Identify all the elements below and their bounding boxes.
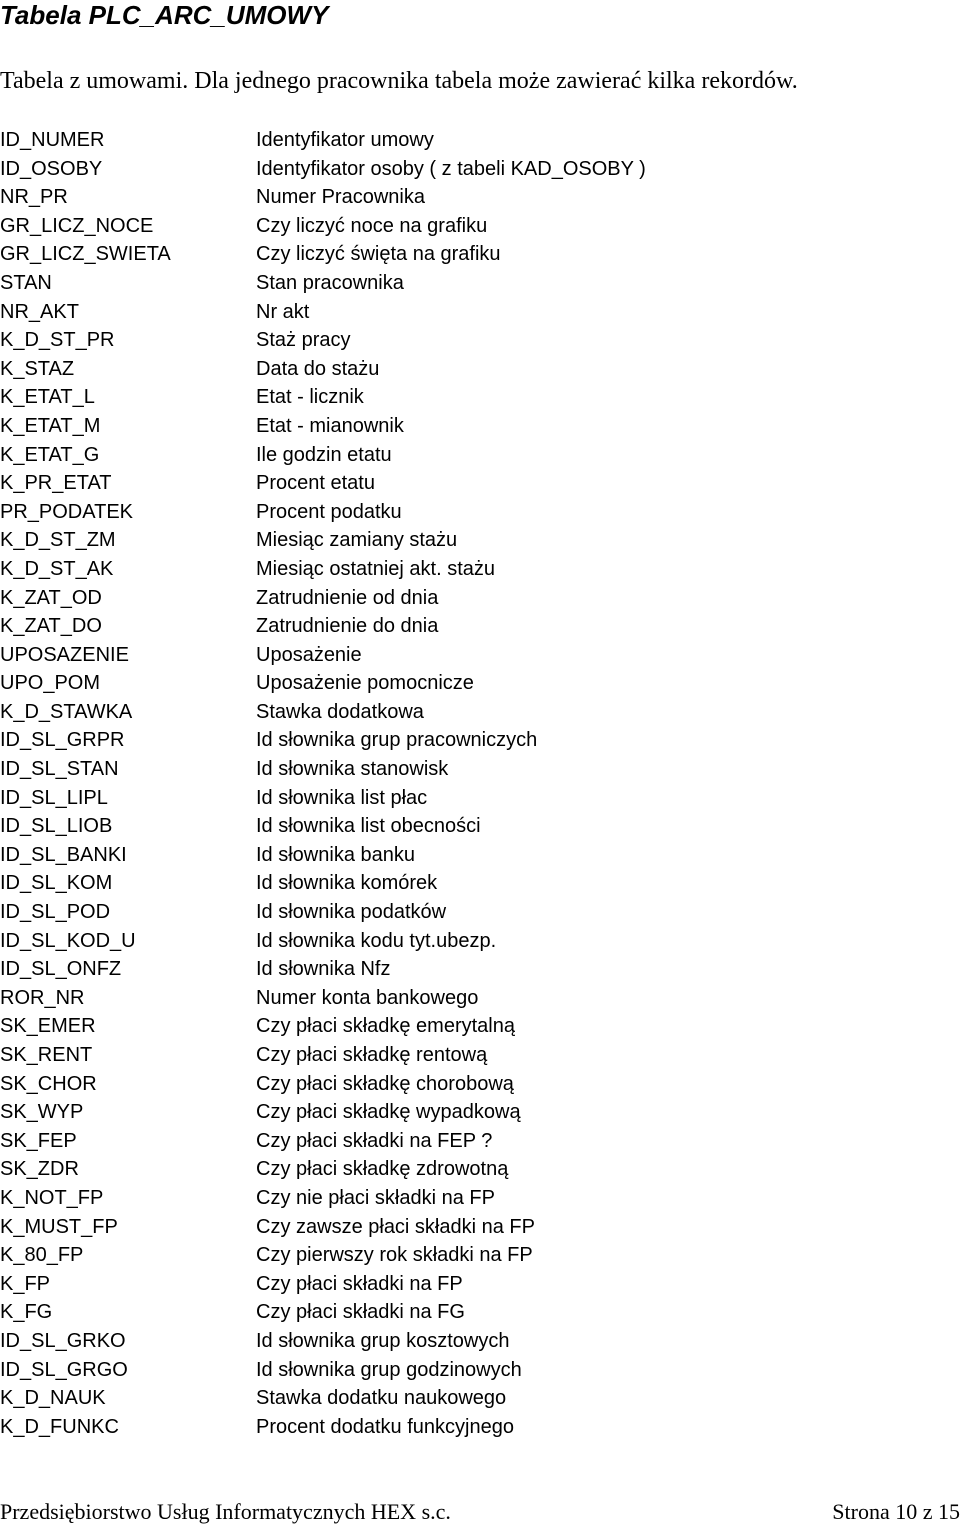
field-description: Nr akt bbox=[256, 300, 310, 323]
field-name: K_PR_ETAT bbox=[0, 472, 112, 495]
field-list bbox=[0, 126, 960, 1441]
field-row bbox=[0, 1127, 960, 1156]
field-name: SK_CHOR bbox=[0, 1072, 97, 1095]
field-row bbox=[0, 1155, 960, 1184]
field-name: NR_AKT bbox=[0, 300, 79, 323]
field-description: Czy pierwszy rok składki na FP bbox=[256, 1244, 533, 1267]
field-name: UPO_POM bbox=[0, 672, 101, 695]
field-row bbox=[0, 869, 960, 898]
field-row bbox=[0, 126, 960, 155]
field-description: Czy nie płaci składki na FP bbox=[256, 1186, 495, 1209]
field-row bbox=[0, 155, 960, 184]
field-name: ID_SL_GRKO bbox=[0, 1329, 126, 1352]
field-name: ID_SL_KOM bbox=[0, 872, 113, 895]
field-row bbox=[0, 1012, 960, 1041]
field-description: Czy płaci składkę chorobową bbox=[256, 1072, 514, 1095]
field-description: Id słownika grup godzinowych bbox=[256, 1358, 522, 1381]
field-name: ROR_NR bbox=[0, 986, 85, 1009]
footer-company: Przedsiębiorstwo Usług Informatycznych HEX s.c. bbox=[0, 1499, 451, 1524]
field-name: ID_SL_ONFZ bbox=[0, 958, 122, 981]
field-name: K_MUST_FP bbox=[0, 1215, 118, 1238]
field-name: ID_SL_POD bbox=[0, 901, 111, 924]
field-description: Czy płaci składkę rentową bbox=[256, 1044, 488, 1066]
field-row bbox=[0, 355, 960, 384]
field-name: K_ETAT_G bbox=[0, 443, 100, 466]
field-name: NR_PR bbox=[0, 186, 68, 209]
field-description: Czy płaci składki na FP bbox=[256, 1272, 463, 1295]
field-description: Procent dodatku funkcyjnego bbox=[256, 1415, 514, 1438]
field-description: Id słownika banku bbox=[256, 843, 415, 866]
field-description: Id słownika list płac bbox=[256, 786, 428, 809]
field-description: Uposażenie bbox=[256, 643, 362, 666]
field-row bbox=[0, 812, 960, 841]
field-name: K_D_ST_PR bbox=[0, 329, 115, 352]
field-description: Zatrudnienie od dnia bbox=[256, 586, 439, 609]
field-name: ID_SL_KOD_U bbox=[0, 929, 136, 952]
field-row bbox=[0, 1241, 960, 1270]
field-row bbox=[0, 1413, 960, 1442]
field-name: ID_SL_GRGO bbox=[0, 1358, 128, 1381]
field-row bbox=[0, 841, 960, 870]
field-name: ID_SL_STAN bbox=[0, 758, 119, 781]
field-name: K_D_ST_AK bbox=[0, 557, 114, 580]
field-row bbox=[0, 984, 960, 1013]
field-row bbox=[0, 612, 960, 641]
field-name: K_D_STAWKA bbox=[0, 700, 133, 723]
field-name: ID_SL_BANKI bbox=[0, 843, 127, 866]
field-description: Id słownika stanowisk bbox=[256, 758, 449, 781]
field-name: ID_SL_LIOB bbox=[0, 815, 113, 838]
field-description: Stawka dodatkowa bbox=[256, 700, 424, 723]
field-description: Numer konta bankowego bbox=[256, 986, 479, 1009]
field-name: SK_ZDR bbox=[0, 1158, 79, 1181]
field-row bbox=[0, 412, 960, 441]
field-description: Czy zawsze płaci składki na FP bbox=[256, 1215, 535, 1238]
field-row bbox=[0, 698, 960, 727]
field-name: PR_PODATEK bbox=[0, 500, 133, 523]
field-description: Czy płaci składkę wypadkową bbox=[256, 1101, 521, 1124]
field-description: Numer Pracownika bbox=[256, 186, 425, 209]
field-row bbox=[0, 898, 960, 927]
field-name: K_D_ST_ZM bbox=[0, 529, 116, 552]
field-name: K_ZAT_DO bbox=[0, 615, 102, 638]
field-name: ID_SL_GRPR bbox=[0, 729, 125, 752]
field-row bbox=[0, 1041, 960, 1070]
page-title: Tabela PLC_ARC_UMOWY bbox=[0, 0, 329, 30]
field-row bbox=[0, 555, 960, 584]
field-description: Procent etatu bbox=[256, 472, 375, 495]
field-description: Stan pracownika bbox=[256, 271, 404, 294]
field-name: SK_FEP bbox=[0, 1129, 77, 1152]
field-description: Staż pracy bbox=[256, 329, 351, 352]
field-row bbox=[0, 1270, 960, 1299]
field-description: Id słownika grup kosztowych bbox=[256, 1329, 510, 1352]
field-name: K_FP bbox=[0, 1272, 51, 1295]
page-footer bbox=[0, 1498, 960, 1526]
field-name: K_ZAT_OD bbox=[0, 586, 102, 609]
field-name: K_D_NAUK bbox=[0, 1387, 106, 1410]
field-row bbox=[0, 1070, 960, 1099]
field-description: Id słownika kodu tyt.ubezp. bbox=[256, 929, 497, 952]
field-description: Etat - mianownik bbox=[256, 414, 404, 437]
field-row bbox=[0, 927, 960, 956]
field-row bbox=[0, 726, 960, 755]
field-description: Id słownika komórek bbox=[256, 872, 438, 895]
field-row bbox=[0, 183, 960, 212]
field-row bbox=[0, 584, 960, 613]
footer-page-number: Strona 10 z 15 bbox=[832, 1499, 960, 1524]
field-row bbox=[0, 784, 960, 813]
field-description: Ile godzin etatu bbox=[256, 443, 392, 466]
field-name: K_FG bbox=[0, 1301, 53, 1324]
field-row bbox=[0, 383, 960, 412]
field-row bbox=[0, 240, 960, 269]
field-name: SK_RENT bbox=[0, 1044, 93, 1066]
field-description: Miesiąc ostatniej akt. stażu bbox=[256, 557, 495, 580]
field-row bbox=[0, 1098, 960, 1127]
field-row bbox=[0, 298, 960, 327]
field-description: Identyfikator osoby ( z tabeli KAD_OSOBY ) bbox=[256, 157, 646, 180]
field-row bbox=[0, 269, 960, 298]
field-description: Data do stażu bbox=[256, 357, 380, 380]
field-row bbox=[0, 1298, 960, 1327]
field-row bbox=[0, 1184, 960, 1213]
field-name: SK_EMER bbox=[0, 1015, 96, 1038]
field-description: Id słownika podatków bbox=[256, 901, 447, 924]
field-name: K_D_FUNKC bbox=[0, 1415, 119, 1438]
field-name: K_STAZ bbox=[0, 357, 75, 380]
field-name: STAN bbox=[0, 271, 52, 294]
field-name: ID_OSOBY bbox=[0, 157, 103, 180]
field-description: Uposażenie pomocnicze bbox=[256, 672, 474, 695]
field-name: SK_WYP bbox=[0, 1101, 84, 1124]
field-description: Procent podatku bbox=[256, 500, 402, 523]
field-row bbox=[0, 669, 960, 698]
field-description: Czy płaci składki na FG bbox=[256, 1301, 465, 1324]
field-row bbox=[0, 955, 960, 984]
field-description: Id słownika grup pracowniczych bbox=[256, 729, 538, 752]
field-description: Stawka dodatku naukowego bbox=[256, 1387, 507, 1410]
field-description: Czy liczyć święta na grafiku bbox=[256, 243, 501, 266]
field-name: K_80_FP bbox=[0, 1244, 84, 1267]
field-row bbox=[0, 441, 960, 470]
field-name: GR_LICZ_SWIETA bbox=[0, 243, 171, 266]
field-name: UPOSAZENIE bbox=[0, 643, 129, 666]
intro-text: Tabela z umowami. Dla jednego pracownika tabela może zawierać kilka rekordów. bbox=[0, 68, 798, 94]
field-description: Czy płaci składkę emerytalną bbox=[256, 1015, 515, 1038]
field-name: ID_NUMER bbox=[0, 129, 105, 151]
field-row bbox=[0, 498, 960, 527]
field-description: Etat - licznik bbox=[256, 386, 364, 409]
field-row bbox=[0, 326, 960, 355]
field-description: Czy płaci składki na FEP ? bbox=[256, 1129, 493, 1152]
field-name: GR_LICZ_NOCE bbox=[0, 214, 154, 237]
field-row bbox=[0, 469, 960, 498]
field-description: Miesiąc zamiany stażu bbox=[256, 529, 458, 552]
field-row bbox=[0, 755, 960, 784]
field-description: Czy liczyć noce na grafiku bbox=[256, 214, 488, 237]
field-description: Zatrudnienie do dnia bbox=[256, 615, 439, 638]
field-row bbox=[0, 1356, 960, 1385]
field-name: ID_SL_LIPL bbox=[0, 786, 108, 809]
field-row bbox=[0, 212, 960, 241]
field-description: Identyfikator umowy bbox=[256, 129, 434, 151]
field-row bbox=[0, 1213, 960, 1242]
field-row bbox=[0, 1384, 960, 1413]
field-row bbox=[0, 641, 960, 670]
field-description: Id słownika list obecności bbox=[256, 815, 481, 838]
field-row bbox=[0, 1327, 960, 1356]
field-name: K_NOT_FP bbox=[0, 1186, 104, 1209]
field-row bbox=[0, 526, 960, 555]
field-description: Czy płaci składkę zdrowotną bbox=[256, 1158, 509, 1181]
field-name: K_ETAT_M bbox=[0, 414, 101, 437]
field-description: Id słownika Nfz bbox=[256, 958, 391, 981]
field-name: K_ETAT_L bbox=[0, 386, 95, 409]
